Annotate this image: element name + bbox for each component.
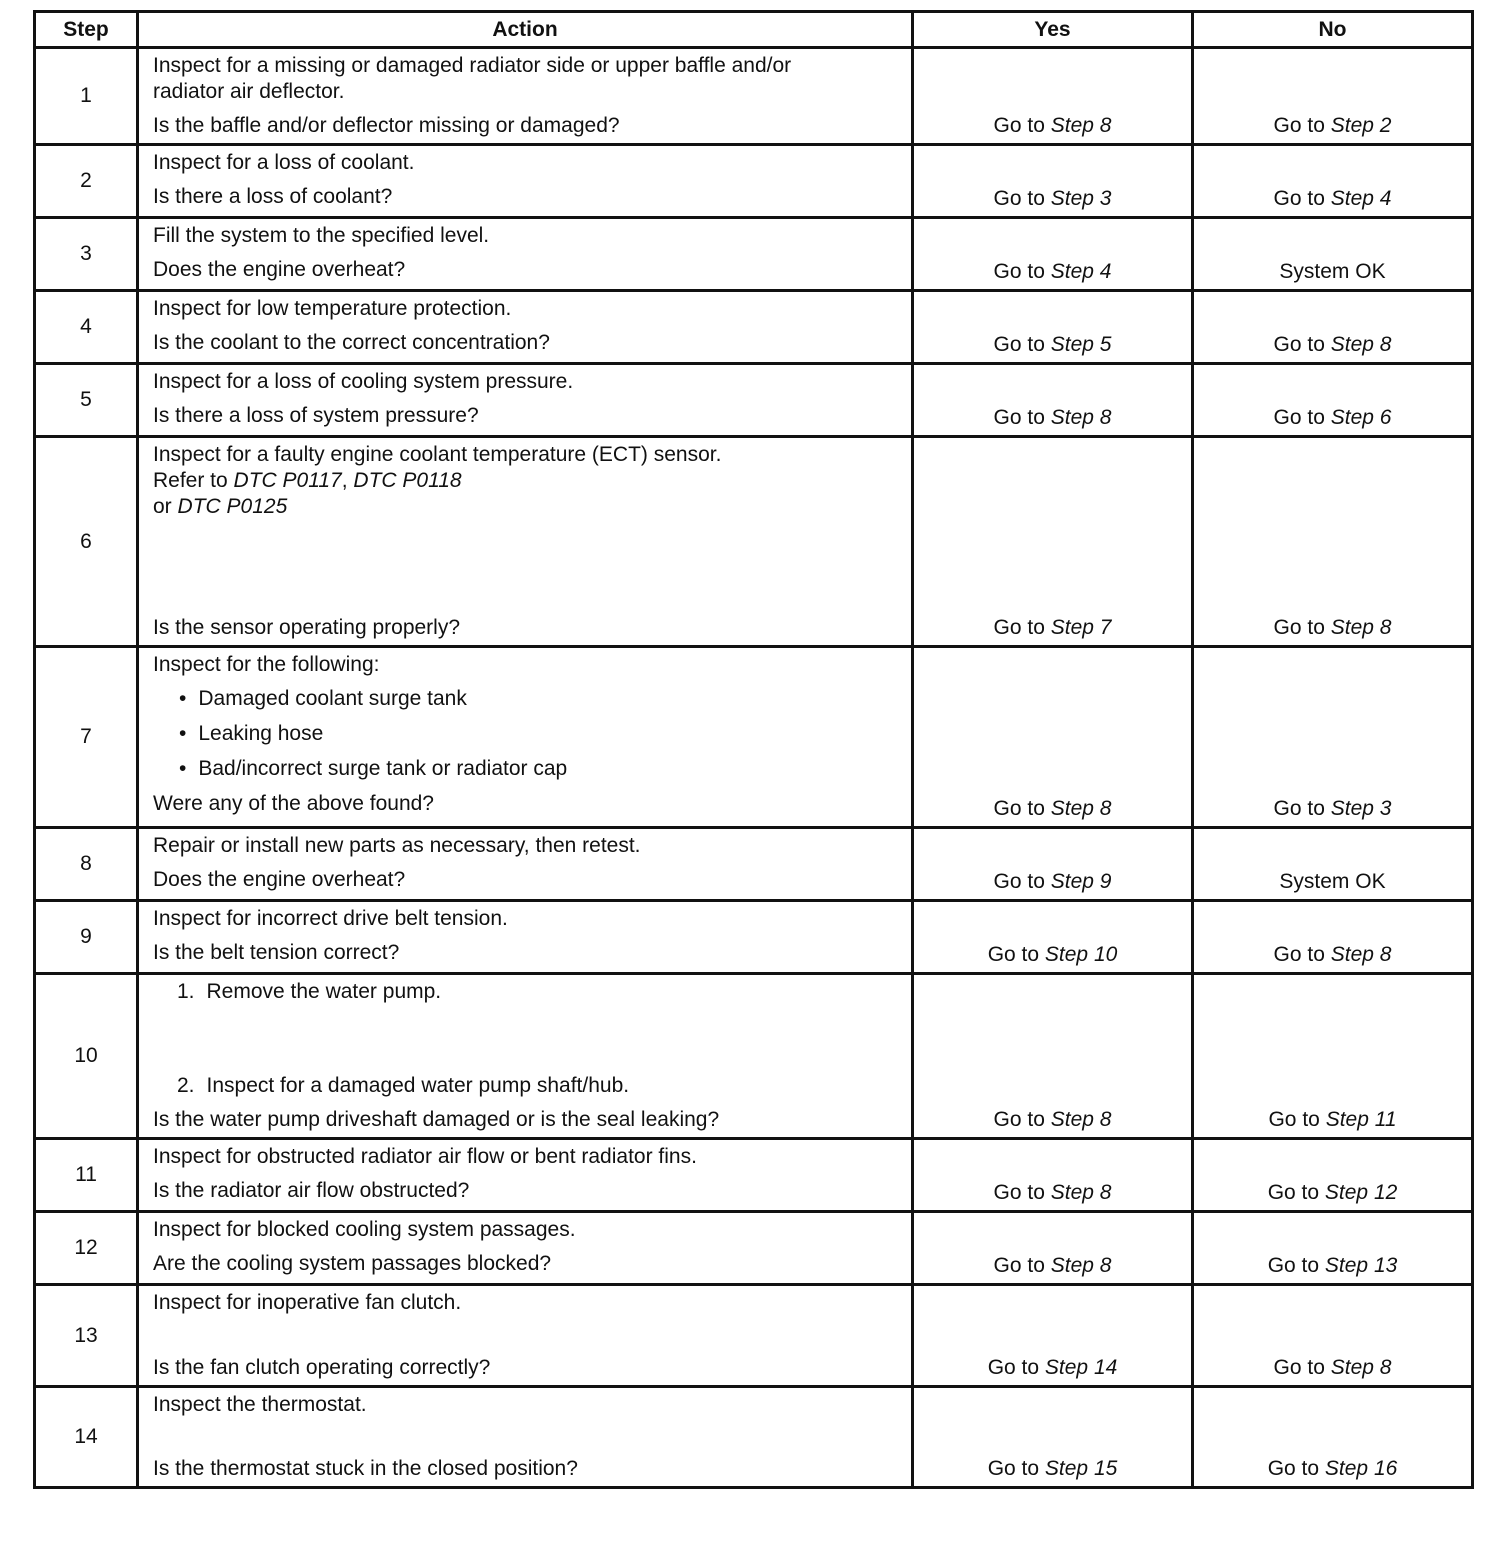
no-cell[interactable] [1193, 437, 1473, 647]
action-cell [138, 901, 913, 974]
refer-separator: , [341, 469, 348, 492]
no-prefix: Go to [1267, 1457, 1320, 1480]
step-number: 2 [35, 145, 138, 218]
yes-cell[interactable] [913, 974, 1193, 1139]
table-row [35, 145, 1473, 218]
list-number: 2. [177, 1074, 195, 1097]
yes-prefix: Go to [993, 1254, 1045, 1277]
table-row [35, 828, 1473, 901]
yes-step-link[interactable]: Step 10 [1044, 943, 1118, 966]
yes-prefix: Go to [993, 187, 1045, 210]
instruction-text: Fill the system to the specified level. [153, 224, 490, 247]
no-cell[interactable] [1193, 145, 1473, 218]
table-row [35, 291, 1473, 364]
action-cell [138, 145, 913, 218]
no-cell[interactable] [1193, 1285, 1473, 1387]
step-number: 1 [35, 48, 138, 145]
instruction-text: Inspect for a loss of cooling system pressure. [153, 370, 574, 393]
step-number: 9 [35, 901, 138, 974]
instruction-text: Inspect the thermostat. [153, 1393, 367, 1416]
step-number: 7 [35, 647, 138, 828]
refer-line-2 [153, 494, 897, 520]
instruction-text: Inspect for inoperative fan clutch. [153, 1291, 462, 1314]
no-step-link[interactable]: Step 2 [1330, 114, 1392, 137]
step-number: 4 [35, 291, 138, 364]
yes-step-link[interactable]: Step 8 [1050, 1254, 1112, 1277]
no-prefix: Go to [1273, 1356, 1325, 1379]
yes-cell[interactable] [913, 647, 1193, 828]
no-prefix: Go to [1267, 1181, 1320, 1204]
yes-cell[interactable] [913, 291, 1193, 364]
list-item: • Bad/incorrect surge tank or radiator cap [179, 756, 897, 782]
no-step-link[interactable]: Step 6 [1330, 406, 1392, 429]
header-yes: Yes [913, 12, 1193, 48]
no-cell[interactable] [1193, 1387, 1473, 1488]
step-number: 8 [35, 828, 138, 901]
yes-prefix: Go to [987, 1457, 1040, 1480]
dtc-link-p0117[interactable]: DTC P0117 [233, 469, 342, 492]
no-prefix: Go to [1267, 1254, 1320, 1277]
question-text: Is there a loss of system pressure? [153, 404, 479, 427]
refer-prefix: Refer to [153, 469, 228, 492]
no-cell[interactable] [1193, 647, 1473, 828]
yes-prefix: Go to [993, 797, 1045, 820]
yes-prefix: Go to [993, 260, 1045, 283]
list-item: • Damaged coolant surge tank [179, 686, 897, 712]
instruction-text: Inspect for a faulty engine coolant temperature (ECT) sensor. [153, 443, 722, 466]
no-cell[interactable] [1193, 291, 1473, 364]
no-step-link[interactable]: Step 11 [1325, 1108, 1397, 1131]
question-text: Are the cooling system passages blocked? [153, 1252, 552, 1275]
instruction-text: Inspect for obstructed radiator air flow or bent radiator fins. [153, 1145, 697, 1168]
step-number: 10 [35, 974, 138, 1139]
yes-cell[interactable] [913, 145, 1193, 218]
list-number: 1. [177, 980, 195, 1003]
yes-cell[interactable] [913, 901, 1193, 974]
yes-prefix: Go to [993, 114, 1045, 137]
list-text: Inspect for a damaged water pump shaft/hub. [206, 1074, 630, 1097]
action-cell [138, 1212, 913, 1285]
list-item: • Leaking hose [179, 721, 897, 747]
numbered-list [153, 979, 897, 1005]
question-text: Is the fan clutch operating correctly? [153, 1356, 491, 1379]
action-cell [138, 1285, 913, 1387]
no-prefix: Go to [1273, 114, 1325, 137]
table-row [35, 901, 1473, 974]
instruction-text: Inspect for a loss of coolant. [153, 151, 415, 174]
yes-step-link[interactable]: Step 15 [1044, 1457, 1118, 1480]
yes-prefix: Go to [993, 1108, 1045, 1131]
no-prefix: Go to [1268, 1108, 1320, 1131]
yes-step-link[interactable]: Step 7 [1050, 616, 1112, 639]
table-row [35, 974, 1473, 1139]
refer-line [153, 468, 897, 494]
question-text: Is the belt tension correct? [153, 941, 400, 964]
step-number: 5 [35, 364, 138, 437]
no-cell [1193, 828, 1473, 901]
yes-step-link[interactable]: Step 4 [1050, 260, 1112, 283]
question-text: Is the water pump driveshaft damaged or is the seal leaking? [153, 1108, 720, 1131]
action-cell [138, 1387, 913, 1488]
yes-prefix: Go to [993, 1181, 1045, 1204]
no-step-link[interactable]: Step 3 [1330, 797, 1392, 820]
step-number: 6 [35, 437, 138, 647]
yes-prefix: Go to [993, 333, 1045, 356]
action-cell [138, 48, 913, 145]
yes-prefix: Go to [987, 943, 1040, 966]
no-step-link[interactable]: Step 4 [1330, 187, 1392, 210]
no-cell[interactable] [1193, 901, 1473, 974]
yes-cell[interactable] [913, 1387, 1193, 1488]
no-result-text: System OK [1279, 870, 1386, 893]
step-number: 13 [35, 1285, 138, 1387]
yes-prefix: Go to [993, 870, 1045, 893]
question-text: Does the engine overheat? [153, 258, 406, 281]
no-prefix: Go to [1273, 333, 1325, 356]
question-text: Is there a loss of coolant? [153, 185, 393, 208]
yes-step-link[interactable]: Step 8 [1050, 114, 1112, 137]
bullet-list [153, 686, 897, 782]
no-prefix: Go to [1273, 406, 1325, 429]
no-step-link[interactable]: Step 8 [1330, 943, 1392, 966]
refer-or: or [153, 495, 172, 518]
no-cell[interactable] [1193, 974, 1473, 1139]
diagnostic-table [33, 10, 1474, 1489]
no-cell[interactable] [1193, 1212, 1473, 1285]
no-cell[interactable] [1193, 1139, 1473, 1212]
table-row [35, 1139, 1473, 1212]
yes-step-link[interactable]: Step 8 [1050, 1181, 1112, 1204]
no-step-link[interactable]: Step 8 [1330, 333, 1392, 356]
question-text: Is the thermostat stuck in the closed position? [153, 1457, 578, 1480]
step-number: 14 [35, 1387, 138, 1488]
table-row [35, 48, 1473, 145]
yes-prefix: Go to [987, 1356, 1040, 1379]
yes-cell[interactable] [913, 1139, 1193, 1212]
table-row [35, 1387, 1473, 1488]
yes-prefix: Go to [993, 616, 1045, 639]
yes-prefix: Go to [993, 406, 1045, 429]
header-row [35, 12, 1473, 48]
action-cell [138, 828, 913, 901]
no-step-link[interactable]: Step 8 [1330, 1356, 1392, 1379]
yes-cell[interactable] [913, 218, 1193, 291]
yes-step-link[interactable]: Step 9 [1050, 870, 1112, 893]
no-result-text: System OK [1279, 260, 1386, 283]
table-row [35, 647, 1473, 828]
step-number: 11 [35, 1139, 138, 1212]
instruction-text: Inspect for the following: [153, 653, 380, 676]
question-text: Is the sensor operating properly? [153, 616, 461, 639]
action-cell [138, 1139, 913, 1212]
table-row [35, 364, 1473, 437]
action-cell [138, 647, 913, 828]
table-row [35, 1212, 1473, 1285]
question-text: Is the radiator air flow obstructed? [153, 1179, 470, 1202]
yes-cell[interactable] [913, 828, 1193, 901]
instruction-text: Inspect for low temperature protection. [153, 297, 512, 320]
yes-step-link[interactable]: Step 3 [1050, 187, 1112, 210]
yes-step-link[interactable]: Step 5 [1050, 333, 1112, 356]
table-row [35, 218, 1473, 291]
question-text: Is the coolant to the correct concentration? [153, 331, 550, 354]
dtc-link-p0118[interactable]: DTC P0118 [353, 469, 462, 492]
yes-cell[interactable] [913, 1212, 1193, 1285]
action-cell [138, 974, 913, 1139]
no-cell[interactable] [1193, 48, 1473, 145]
dtc-link-p0125[interactable]: DTC P0125 [177, 495, 288, 518]
no-cell[interactable] [1193, 364, 1473, 437]
numbered-list [153, 1073, 897, 1099]
list-item [177, 979, 897, 1005]
yes-cell[interactable] [913, 437, 1193, 647]
header-step: Step [35, 12, 138, 48]
instruction-text: Inspect for a missing or damaged radiator side or upper baffle and/or radiator air deflector. [153, 54, 792, 103]
question-text: Is the baffle and/or deflector missing or damaged? [153, 114, 620, 137]
yes-cell[interactable] [913, 364, 1193, 437]
yes-step-link[interactable]: Step 8 [1050, 1108, 1112, 1131]
action-cell [138, 364, 913, 437]
yes-step-link[interactable]: Step 8 [1050, 797, 1112, 820]
no-prefix: Go to [1273, 943, 1325, 966]
step-number: 3 [35, 218, 138, 291]
table-row [35, 1285, 1473, 1387]
no-prefix: Go to [1273, 797, 1325, 820]
instruction-text: Inspect for blocked cooling system passages. [153, 1218, 576, 1241]
no-step-link[interactable]: Step 16 [1324, 1457, 1398, 1480]
list-text: Remove the water pump. [206, 980, 442, 1003]
no-prefix: Go to [1273, 187, 1325, 210]
action-cell [138, 291, 913, 364]
action-cell [138, 437, 913, 647]
yes-cell[interactable] [913, 48, 1193, 145]
no-step-link[interactable]: Step 12 [1324, 1181, 1398, 1204]
header-action: Action [138, 12, 913, 48]
list-item [177, 1073, 897, 1099]
yes-step-link[interactable]: Step 8 [1050, 406, 1112, 429]
no-step-link[interactable]: Step 13 [1324, 1254, 1398, 1277]
instruction-text: Repair or install new parts as necessary, then retest. [153, 834, 641, 857]
no-step-link[interactable]: Step 8 [1330, 616, 1392, 639]
no-prefix: Go to [1273, 616, 1325, 639]
instruction-text: Inspect for incorrect drive belt tension. [153, 907, 508, 930]
header-no: No [1193, 12, 1473, 48]
no-cell [1193, 218, 1473, 291]
question-text: Were any of the above found? [153, 792, 434, 815]
question-text: Does the engine overheat? [153, 868, 406, 891]
yes-cell[interactable] [913, 1285, 1193, 1387]
yes-step-link[interactable]: Step 14 [1044, 1356, 1118, 1379]
table-row [35, 437, 1473, 647]
action-cell [138, 218, 913, 291]
step-number: 12 [35, 1212, 138, 1285]
